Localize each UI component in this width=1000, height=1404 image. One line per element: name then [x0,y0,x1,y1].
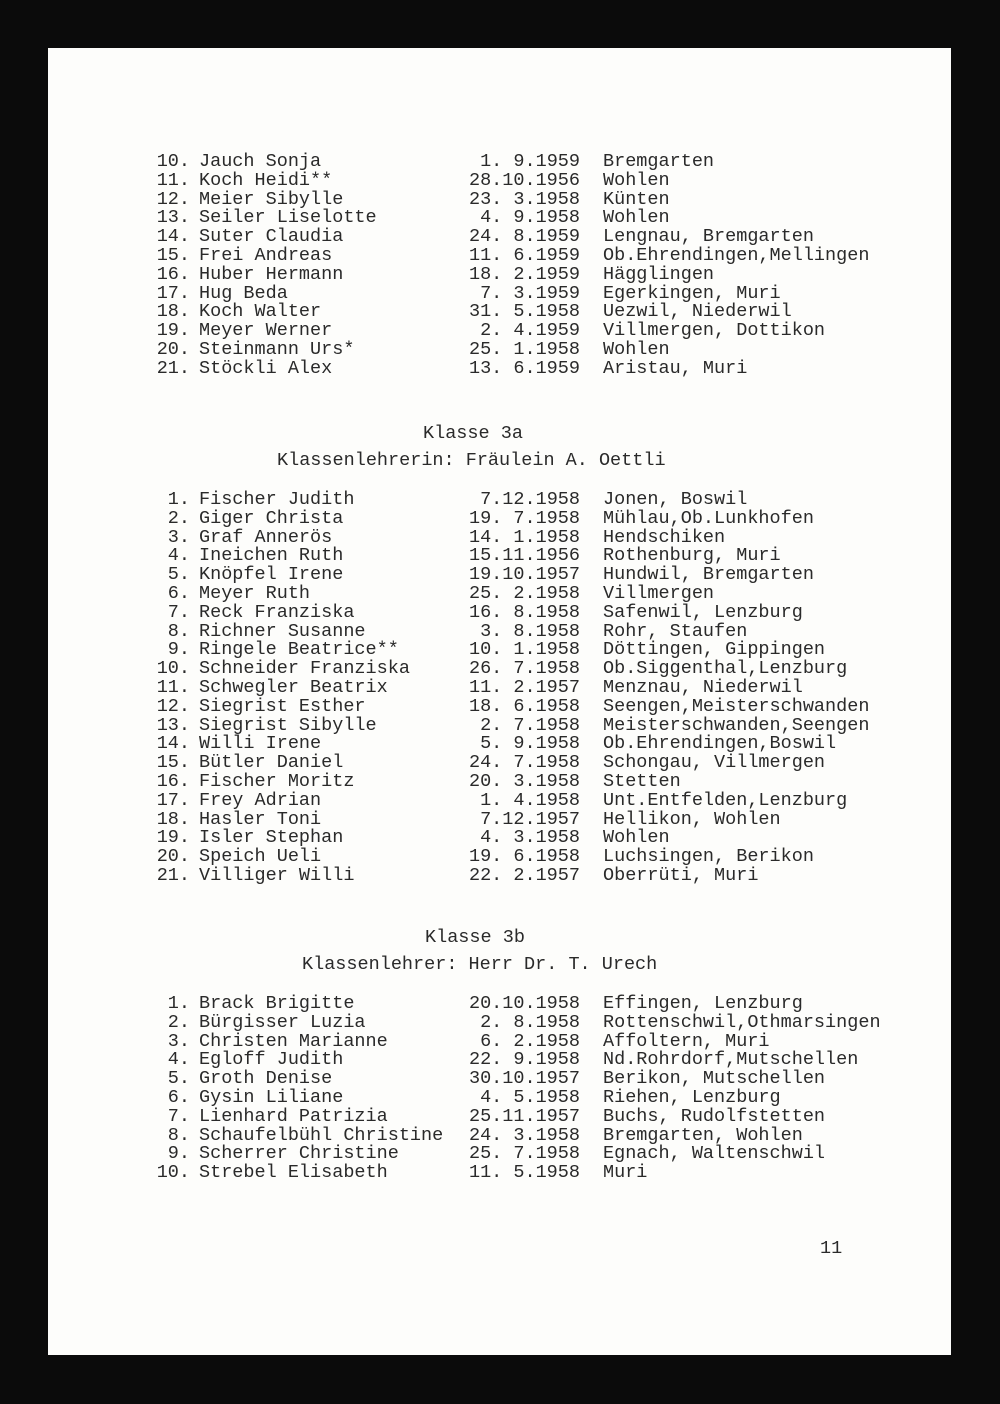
student-row [0,1164,1000,1183]
student-num: 16. [156,770,190,792]
student-date: 7.12.1958 [480,489,580,510]
student-num: 17. [156,789,190,811]
class-3a-list [0,491,1000,886]
student-row [0,695,1000,717]
student-row [0,244,1000,266]
student-date: 3. 8.1958 [480,620,580,642]
student-num: 6. [167,1086,190,1108]
student-place: Affoltern, Muri [603,1030,770,1052]
student-date: 10. 1.1958 [468,639,580,661]
student-date: 24. 7.1958 [468,752,580,774]
student-date: 7. 3.1959 [480,282,580,304]
student-date: 5. 9.1958 [480,733,580,755]
student-num: 7. [167,601,190,623]
student-place: Mühlau,Ob.Lunkhofen [603,507,814,529]
student-num: 8. [167,620,190,642]
student-row [0,491,1000,510]
student-place: Luchsingen, Berikon [603,846,814,868]
student-name: Koch Heidi** [199,169,333,191]
student-row [0,357,1000,379]
class-3a-title: Klasse 3a [423,423,523,444]
student-name: Reck Franziska [199,601,355,623]
student-place: Lengnau, Bremgarten [603,226,814,248]
student-date: 1. 9.1959 [480,151,580,172]
student-place: Hendschiken [603,526,726,548]
student-place: Wohlen [603,338,670,360]
student-date: 4. 5.1958 [480,1086,580,1108]
student-num: 18. [156,301,190,323]
student-row [0,153,1000,172]
student-num: 17. [156,282,190,304]
student-date: 16. 8.1958 [468,601,580,623]
student-place: Wohlen [603,169,670,191]
student-place: Safenwil, Lenzburg [603,601,803,623]
student-place: Rohr, Staufen [603,620,748,642]
student-name: Ineichen Ruth [199,545,344,567]
student-place: Seengen,Meisterschwanden [603,695,870,717]
student-place: Egerkingen, Muri [603,282,781,304]
student-date: 25.11.1957 [468,1105,580,1127]
student-place: Meisterschwanden,Seengen [603,714,870,736]
student-num: 19. [156,320,190,342]
student-row [0,995,1000,1014]
student-row [0,601,1000,623]
student-name: Schaufelbühl Christine [199,1124,444,1146]
student-name: Gysin Liliane [199,1086,344,1108]
student-name: Groth Denise [199,1068,333,1090]
student-place: Ob.Ehrendingen,Boswil [603,733,837,755]
student-num: 5. [167,1068,190,1090]
student-num: 4. [167,1049,190,1071]
student-date: 18. 6.1958 [468,695,580,717]
student-date: 28.10.1956 [468,169,580,191]
student-date: 18. 2.1959 [468,263,580,285]
student-name: Isler Stephan [199,827,344,849]
student-name: Siegrist Sibylle [199,714,377,736]
student-num: 11. [156,169,190,191]
student-place: Uezwil, Niederwil [603,301,792,323]
student-num: 15. [156,244,190,266]
student-name: Schneider Franziska [199,658,410,680]
student-place: Hägglingen [603,263,715,285]
student-place: Ob.Ehrendingen,Mellingen [603,244,870,266]
student-place: Künten [603,188,670,210]
student-name: Fischer Moritz [199,770,355,792]
student-name: Meyer Werner [199,320,333,342]
student-row [0,338,1000,360]
student-row [0,770,1000,792]
student-name: Koch Walter [199,301,322,323]
student-date: 26. 7.1958 [468,658,580,680]
student-num: 9. [167,1143,190,1165]
student-name: Strebel Elisabeth [199,1162,388,1184]
student-name: Graf Annerös [199,526,333,548]
student-name: Hasler Toni [199,808,322,830]
student-date: 24. 8.1959 [468,226,580,248]
student-num: 19. [156,827,190,849]
student-name: Speich Ueli [199,846,322,868]
student-num: 3. [167,526,190,548]
student-num: 11. [156,676,190,698]
student-name: Siegrist Esther [199,695,366,717]
student-place: Hellikon, Wohlen [603,808,781,830]
student-place: Hundwil, Bremgarten [603,564,814,586]
student-place: Aristau, Muri [603,357,748,379]
student-num: 13. [156,714,190,736]
student-date: 19.10.1957 [468,564,580,586]
student-row [0,169,1000,191]
student-name: Egloff Judith [199,1049,344,1071]
student-date: 4. 9.1958 [480,207,580,229]
student-name: Frey Adrian [199,789,322,811]
student-name: Fischer Judith [199,489,355,510]
student-row [0,507,1000,529]
student-num: 2. [167,1011,190,1033]
student-place: Berikon, Mutschellen [603,1068,826,1090]
student-place: Nd.Rohrdorf,Mutschellen [603,1049,859,1071]
student-row [0,1086,1000,1108]
student-place: Menznau, Niederwil [603,676,803,698]
student-num: 1. [167,993,190,1014]
student-name: Knöpfel Irene [199,564,344,586]
student-num: 10. [156,1162,190,1184]
student-place: Buchs, Rudolfstetten [603,1105,826,1127]
student-date: 2. 4.1959 [480,320,580,342]
student-num: 12. [156,188,190,210]
student-date: 15.11.1956 [468,545,580,567]
student-num: 10. [156,151,190,172]
student-date: 22. 2.1957 [468,864,580,886]
student-date: 19. 7.1958 [468,507,580,529]
student-place: Ob.Siggenthal,Lenzburg [603,658,848,680]
student-name: Bürgisser Luzia [199,1011,366,1033]
student-num: 21. [156,864,190,886]
student-date: 25. 1.1958 [468,338,580,360]
student-num: 20. [156,846,190,868]
student-num: 21. [156,357,190,379]
student-name: Meier Sibylle [199,188,344,210]
student-name: Villiger Willi [199,864,355,886]
student-row [0,263,1000,285]
student-date: 2. 8.1958 [480,1011,580,1033]
student-date: 2. 7.1958 [480,714,580,736]
student-name: Steinmann Urs* [199,338,355,360]
student-num: 5. [167,564,190,586]
student-place: Bremgarten, Wohlen [603,1124,803,1146]
student-name: Hug Beda [199,282,288,304]
student-place: Villmergen [603,582,715,604]
student-num: 13. [156,207,190,229]
student-num: 7. [167,1105,190,1127]
student-place: Villmergen, Dottikon [603,320,826,342]
student-row [0,582,1000,604]
student-name: Stöckli Alex [199,357,333,379]
student-place: Wohlen [603,827,670,849]
student-date: 25. 2.1958 [468,582,580,604]
student-num: 16. [156,263,190,285]
student-date: 24. 3.1958 [468,1124,580,1146]
student-date: 11. 6.1959 [468,244,580,266]
student-num: 12. [156,695,190,717]
student-place: Wohlen [603,207,670,229]
class-3b-teacher: Klassenlehrer: Herr Dr. T. Urech [302,954,658,975]
student-row [0,864,1000,886]
student-num: 3. [167,1030,190,1052]
student-name: Seiler Liselotte [199,207,377,229]
student-date: 23. 3.1958 [468,188,580,210]
student-date: 19. 6.1958 [468,846,580,868]
student-name: Willi Irene [199,733,322,755]
class-3b-list [0,995,1000,1183]
student-num: 20. [156,338,190,360]
student-num: 10. [156,658,190,680]
student-name: Brack Brigitte [199,993,355,1014]
student-num: 4. [167,545,190,567]
student-date: 20.10.1958 [468,993,580,1014]
class-list-continued [0,153,1000,379]
student-place: Unt.Entfelden,Lenzburg [603,789,848,811]
student-num: 2. [167,507,190,529]
student-row [0,676,1000,698]
student-date: 7.12.1957 [480,808,580,830]
class-3a-teacher: Klassenlehrerin: Fräulein A. Oettli [277,450,666,471]
student-date: 11. 5.1958 [468,1162,580,1184]
student-name: Meyer Ruth [199,582,311,604]
page-number: 11 [820,1238,843,1259]
student-date: 11. 2.1957 [468,676,580,698]
student-num: 15. [156,752,190,774]
class-3b-title: Klasse 3b [425,927,525,948]
student-place: Rottenschwil,Othmarsingen [603,1011,881,1033]
student-date: 30.10.1957 [468,1068,580,1090]
student-date: 14. 1.1958 [468,526,580,548]
student-date: 31. 5.1958 [468,301,580,323]
student-num: 14. [156,733,190,755]
student-date: 22. 9.1958 [468,1049,580,1071]
student-date: 4. 3.1958 [480,827,580,849]
student-place: Effingen, Lenzburg [603,993,803,1014]
student-name: Ringele Beatrice** [199,639,399,661]
student-num: 6. [167,582,190,604]
student-num: 9. [167,639,190,661]
student-name: Huber Hermann [199,263,344,285]
student-date: 13. 6.1959 [468,357,580,379]
student-name: Scherrer Christine [199,1143,399,1165]
student-place: Stetten [603,770,681,792]
student-name: Suter Claudia [199,226,344,248]
student-name: Christen Marianne [199,1030,388,1052]
student-name: Jauch Sonja [199,151,322,172]
student-num: 8. [167,1124,190,1146]
student-name: Richner Susanne [199,620,366,642]
student-place: Döttingen, Gippingen [603,639,826,661]
student-place: Jonen, Boswil [603,489,748,510]
student-num: 14. [156,226,190,248]
student-date: 1. 4.1958 [480,789,580,811]
student-row [0,1105,1000,1127]
student-place: Egnach, Waltenschwil [603,1143,826,1165]
student-name: Frei Andreas [199,244,333,266]
student-place: Schongau, Villmergen [603,752,826,774]
student-place: Bremgarten [603,151,715,172]
student-name: Lienhard Patrizia [199,1105,388,1127]
student-num: 1. [167,489,190,510]
student-place: Riehen, Lenzburg [603,1086,781,1108]
student-name: Schwegler Beatrix [199,676,388,698]
student-place: Oberrüti, Muri [603,864,759,886]
student-place: Rothenburg, Muri [603,545,781,567]
student-num: 18. [156,808,190,830]
student-date: 25. 7.1958 [468,1143,580,1165]
student-row [0,1011,1000,1033]
student-place: Muri [603,1162,648,1184]
student-row [0,789,1000,811]
student-date: 6. 2.1958 [480,1030,580,1052]
student-name: Bütler Daniel [199,752,344,774]
student-name: Giger Christa [199,507,344,529]
student-date: 20. 3.1958 [468,770,580,792]
